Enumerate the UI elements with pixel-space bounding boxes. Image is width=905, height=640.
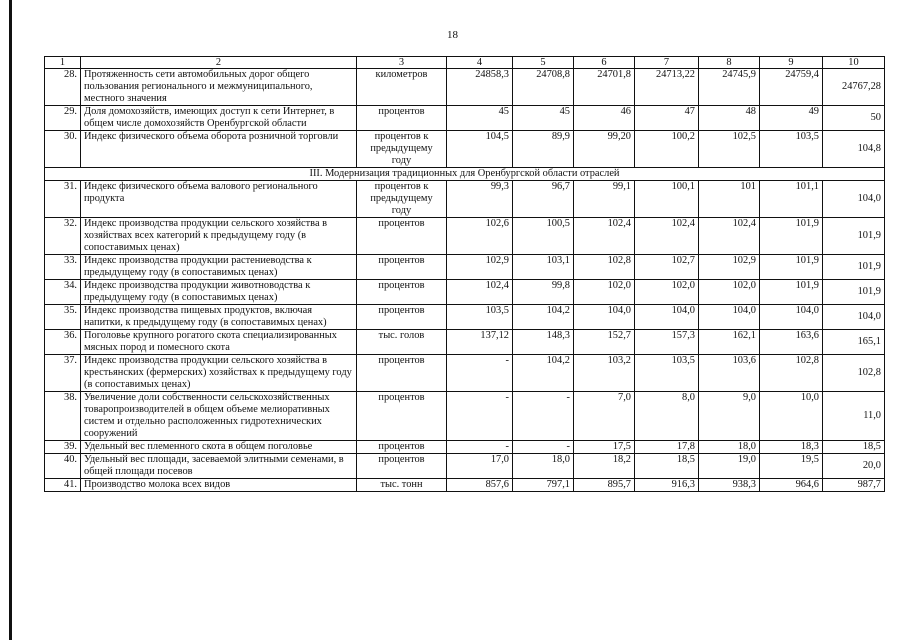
table-body-bottom	[45, 181, 885, 492]
indicator-name: Индекс производства продукции растениеводства к предыдущему году (в сопоставимых ценах)	[81, 255, 357, 280]
value-cell: 20,0	[823, 454, 885, 479]
row-number: 31.	[45, 181, 81, 218]
value-cell: 99,20	[574, 131, 635, 168]
value-cell: 19,5	[760, 454, 823, 479]
value-cell: 102,4	[574, 218, 635, 255]
row-number: 40.	[45, 454, 81, 479]
col-header: 10	[823, 57, 885, 69]
value-cell: 101,9	[823, 255, 885, 280]
value-cell: -	[513, 441, 574, 454]
value-cell: 102,8	[574, 255, 635, 280]
row-number: 37.	[45, 355, 81, 392]
row-number: 30.	[45, 131, 81, 168]
value-cell: 103,2	[574, 355, 635, 392]
value-cell: 104,2	[513, 355, 574, 392]
indicator-name: Индекс производства продукции сельского хозяйства в хозяйствах всех категорий к предыдущему году (в сопоставимых ценах)	[81, 218, 357, 255]
value-cell: 100,1	[635, 181, 699, 218]
value-cell: 89,9	[513, 131, 574, 168]
value-cell: 46	[574, 106, 635, 131]
indicator-name: Увеличение доли собственности сельскохозяйственных товаропроизводителей в общем объеме мелиоративных систем и отдельно расположенных гидротехнических сооружений	[81, 392, 357, 441]
indicator-name: Производство молока всех видов	[81, 479, 357, 492]
value-cell: 102,8	[823, 355, 885, 392]
table-row	[45, 69, 885, 106]
value-cell: 101	[699, 181, 760, 218]
unit-cell: процентов	[357, 355, 447, 392]
value-cell: 103,5	[760, 131, 823, 168]
table-row	[45, 218, 885, 255]
value-cell: 152,7	[574, 330, 635, 355]
value-cell: 104,0	[635, 305, 699, 330]
indicator-name: Индекс производства продукции животноводства к предыдущему году (в сопоставимых ценах)	[81, 280, 357, 305]
value-cell: 101,9	[760, 255, 823, 280]
value-cell: 45	[513, 106, 574, 131]
unit-cell: процентов	[357, 280, 447, 305]
value-cell: 103,5	[635, 355, 699, 392]
value-cell: 48	[699, 106, 760, 131]
col-header: 1	[45, 57, 81, 69]
value-cell: 102,6	[447, 218, 513, 255]
value-cell: 857,6	[447, 479, 513, 492]
indicator-name: Индекс производства продукции сельского хозяйства в крестьянских (фермерских) хозяйствах к предыдущему году (в сопоставимых ценах)	[81, 355, 357, 392]
value-cell: -	[513, 392, 574, 441]
col-header: 4	[447, 57, 513, 69]
unit-cell: процентов	[357, 218, 447, 255]
value-cell: 964,6	[760, 479, 823, 492]
value-cell: 104,0	[699, 305, 760, 330]
value-cell: 104,0	[823, 305, 885, 330]
value-cell: 102,0	[699, 280, 760, 305]
value-cell: 102,9	[447, 255, 513, 280]
value-cell: 101,9	[760, 280, 823, 305]
value-cell: 24759,4	[760, 69, 823, 106]
value-cell: 162,1	[699, 330, 760, 355]
row-number: 29.	[45, 106, 81, 131]
value-cell: 102,5	[699, 131, 760, 168]
unit-cell: процентов	[357, 441, 447, 454]
value-cell: 18,3	[760, 441, 823, 454]
value-cell: 102,4	[635, 218, 699, 255]
value-cell: 24701,8	[574, 69, 635, 106]
value-cell: -	[447, 392, 513, 441]
value-cell: 987,7	[823, 479, 885, 492]
row-number: 28.	[45, 69, 81, 106]
table-row	[45, 181, 885, 218]
value-cell: 157,3	[635, 330, 699, 355]
indicator-name: Индекс физического объема оборота розничной торговли	[81, 131, 357, 168]
value-cell: 102,9	[699, 255, 760, 280]
table-row	[45, 441, 885, 454]
value-cell: 24767,28	[823, 69, 885, 106]
section-body	[45, 168, 885, 181]
value-cell: 10,0	[760, 392, 823, 441]
value-cell: 19,0	[699, 454, 760, 479]
value-cell: 24745,9	[699, 69, 760, 106]
value-cell: 104,8	[823, 131, 885, 168]
unit-cell: процентов к предыдущему году	[357, 131, 447, 168]
value-cell: 45	[447, 106, 513, 131]
unit-cell: процентов	[357, 305, 447, 330]
value-cell: 18,5	[635, 454, 699, 479]
value-cell: 47	[635, 106, 699, 131]
value-cell: 17,8	[635, 441, 699, 454]
indicator-name: Протяженность сети автомобильных дорог общего пользования регионального и межмуниципального, местного значения	[81, 69, 357, 106]
value-cell: 100,2	[635, 131, 699, 168]
value-cell: 99,8	[513, 280, 574, 305]
table-row	[45, 280, 885, 305]
scan-edge-bar	[9, 0, 12, 640]
value-cell: 103,1	[513, 255, 574, 280]
value-cell: 101,9	[823, 218, 885, 255]
table-row	[45, 131, 885, 168]
value-cell: 938,3	[699, 479, 760, 492]
value-cell: 18,0	[699, 441, 760, 454]
table-row	[45, 106, 885, 131]
col-header: 5	[513, 57, 574, 69]
value-cell: 102,8	[760, 355, 823, 392]
value-cell: 18,0	[513, 454, 574, 479]
row-number: 38.	[45, 392, 81, 441]
value-cell: 102,4	[447, 280, 513, 305]
table-row	[45, 330, 885, 355]
value-cell: 104,0	[574, 305, 635, 330]
page-number: 18	[447, 29, 458, 41]
value-cell: 102,4	[699, 218, 760, 255]
unit-cell: процентов к предыдущему году	[357, 181, 447, 218]
col-header: 7	[635, 57, 699, 69]
unit-cell: тыс. тонн	[357, 479, 447, 492]
value-cell: 7,0	[574, 392, 635, 441]
indicator-name: Индекс производства пищевых продуктов, включая напитки, к предыдущему году (в сопоставимых ценах)	[81, 305, 357, 330]
row-number: 34.	[45, 280, 81, 305]
value-cell: 895,7	[574, 479, 635, 492]
indicator-name: Индекс физического объема валового регионального продукта	[81, 181, 357, 218]
value-cell: 102,0	[635, 280, 699, 305]
value-cell: 104,2	[513, 305, 574, 330]
value-cell: 101,1	[760, 181, 823, 218]
section-header-row	[45, 168, 885, 181]
value-cell: 916,3	[635, 479, 699, 492]
column-number-row	[45, 57, 885, 69]
value-cell: 11,0	[823, 392, 885, 441]
table-row	[45, 479, 885, 492]
indicator-name: Удельный вес племенного скота в общем поголовье	[81, 441, 357, 454]
unit-cell: километров	[357, 69, 447, 106]
value-cell: 18,2	[574, 454, 635, 479]
row-number: 33.	[45, 255, 81, 280]
indicators-table	[44, 56, 885, 492]
value-cell: 49	[760, 106, 823, 131]
value-cell: 137,12	[447, 330, 513, 355]
row-number: 41.	[45, 479, 81, 492]
value-cell: 163,6	[760, 330, 823, 355]
value-cell: 8,0	[635, 392, 699, 441]
row-number: 36.	[45, 330, 81, 355]
col-header: 2	[81, 57, 357, 69]
value-cell: -	[447, 441, 513, 454]
value-cell: 9,0	[699, 392, 760, 441]
indicator-name: Доля домохозяйств, имеющих доступ к сети Интернет, в общем числе домохозяйств Оренбургской области	[81, 106, 357, 131]
value-cell: 101,9	[823, 280, 885, 305]
section-title: III. Модернизация традиционных для Оренбургской области отраслей	[45, 168, 885, 181]
value-cell: 797,1	[513, 479, 574, 492]
table-row	[45, 355, 885, 392]
unit-cell: тыс. голов	[357, 330, 447, 355]
value-cell: 102,0	[574, 280, 635, 305]
table-row	[45, 255, 885, 280]
indicator-name: Поголовье крупного рогатого скота специализированных мясных пород и помесного скота	[81, 330, 357, 355]
indicator-name: Удельный вес площади, засеваемой элитными семенами, в общей площади посевов	[81, 454, 357, 479]
unit-cell: процентов	[357, 255, 447, 280]
value-cell: 99,3	[447, 181, 513, 218]
value-cell: 18,5	[823, 441, 885, 454]
col-header: 9	[760, 57, 823, 69]
table-body-top	[45, 69, 885, 168]
col-header: 8	[699, 57, 760, 69]
value-cell: -	[447, 355, 513, 392]
value-cell: 102,7	[635, 255, 699, 280]
unit-cell: процентов	[357, 106, 447, 131]
value-cell: 24858,3	[447, 69, 513, 106]
row-number: 32.	[45, 218, 81, 255]
value-cell: 103,5	[447, 305, 513, 330]
value-cell: 103,6	[699, 355, 760, 392]
col-header: 3	[357, 57, 447, 69]
row-number: 39.	[45, 441, 81, 454]
value-cell: 17,5	[574, 441, 635, 454]
value-cell: 17,0	[447, 454, 513, 479]
table-row	[45, 454, 885, 479]
value-cell: 104,0	[823, 181, 885, 218]
value-cell: 50	[823, 106, 885, 131]
table-row	[45, 392, 885, 441]
col-header: 6	[574, 57, 635, 69]
value-cell: 104,0	[760, 305, 823, 330]
value-cell: 24713,22	[635, 69, 699, 106]
row-number: 35.	[45, 305, 81, 330]
unit-cell: процентов	[357, 392, 447, 441]
value-cell: 24708,8	[513, 69, 574, 106]
value-cell: 148,3	[513, 330, 574, 355]
value-cell: 104,5	[447, 131, 513, 168]
value-cell: 165,1	[823, 330, 885, 355]
value-cell: 96,7	[513, 181, 574, 218]
table-row	[45, 305, 885, 330]
value-cell: 101,9	[760, 218, 823, 255]
unit-cell: процентов	[357, 454, 447, 479]
value-cell: 100,5	[513, 218, 574, 255]
value-cell: 99,1	[574, 181, 635, 218]
